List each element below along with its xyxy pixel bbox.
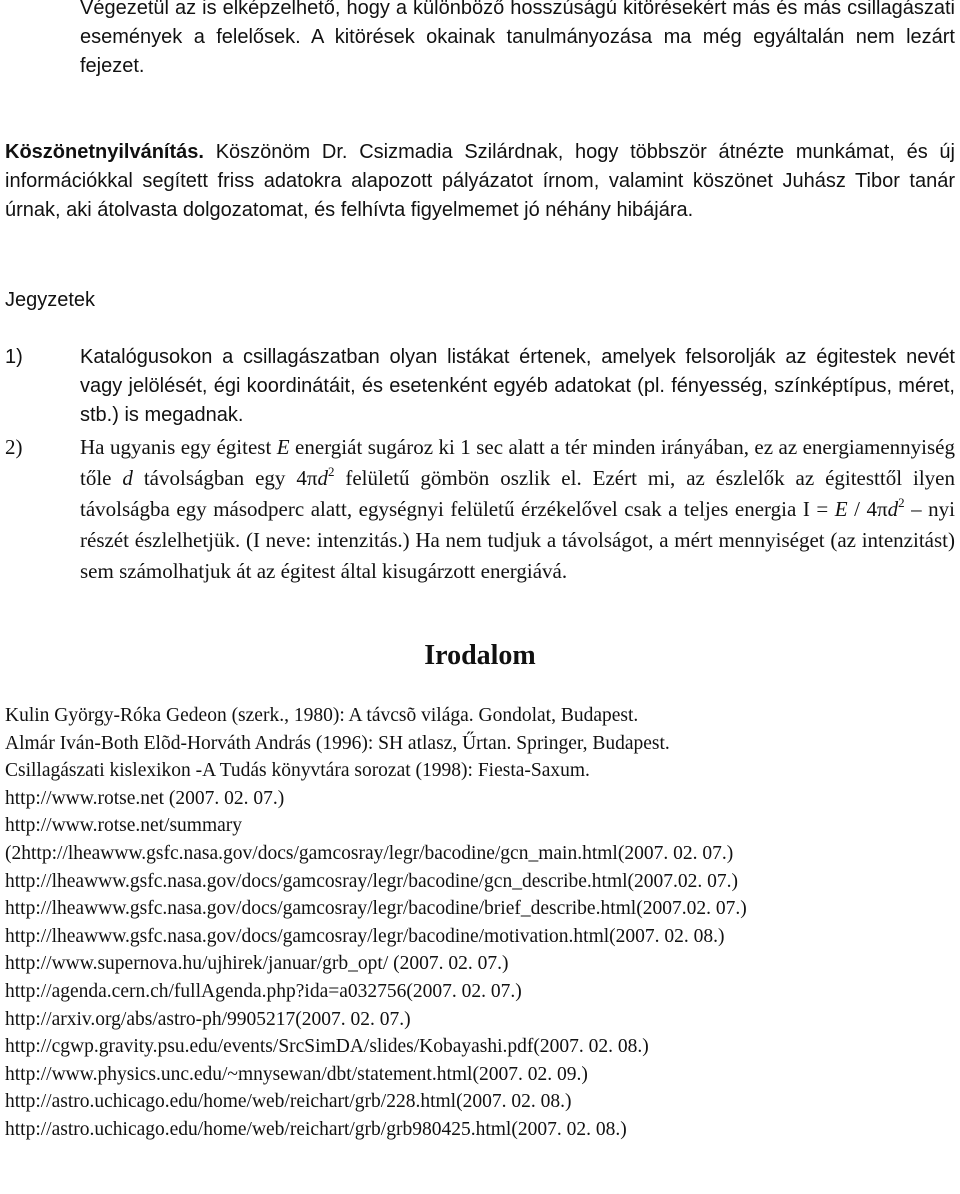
reference-link[interactable]: http://astro.uchicago.edu/home/web/reichart/grb/228.html(2007. 02. 08.): [5, 1091, 572, 1113]
reference-link[interactable]: http://www.rotse.net (2007. 02. 07.): [5, 787, 285, 809]
note-number: 2): [5, 435, 23, 459]
note-text-part: távolságban egy 4π: [132, 466, 318, 490]
note-item: [5, 432, 955, 587]
acknowledgement-label: Köszönetnyilvánítás.: [5, 141, 204, 163]
distance-symbol: d: [122, 466, 133, 490]
reference-link[interactable]: http://astro.uchicago.edu/home/web/reichart/grb/grb980425.html(2007. 02. 08.): [5, 1118, 627, 1140]
reference-link[interactable]: http://lheawww.gsfc.nasa.gov/docs/gamcosray/legr/bacodine/brief_describe.html(2007.02. 07.): [5, 898, 747, 920]
distance-symbol: d: [317, 466, 328, 490]
notes-heading: Jegyzetek: [5, 289, 96, 311]
note-text-part: / 4π: [847, 497, 888, 521]
reference-item: Csillagászati kislexikon -A Tudás könyvtára sorozat (1998): Fiesta-Saxum.: [5, 760, 590, 782]
notes-list: [5, 343, 955, 587]
acknowledgement-paragraph: [5, 138, 955, 225]
note-number: 1): [5, 346, 23, 368]
reference-link[interactable]: http://agenda.cern.ch/fullAgenda.php?ida=a032756(2007. 02. 07.): [5, 980, 522, 1002]
reference-link[interactable]: http://www.physics.unc.edu/~mnysewan/dbt/statement.html(2007. 02. 09.): [5, 1063, 588, 1085]
note-text-part: energiát sugároz ki 1 sec alatt a tér minden irányában, ez az energiamennyiség tőle: [80, 435, 955, 490]
note-text-part: felületű gömbön oszlik el. Ezért mi, az észlelők az égitesttől ilyen távolságba egy másodperc alatt, egységnyi felületű érzékelővel csak a teljes energia I =: [80, 466, 955, 521]
note-item: [5, 343, 955, 430]
energy-symbol: E: [276, 435, 290, 459]
reference-link[interactable]: http://arxiv.org/abs/astro-ph/9905217(2007. 02. 07.): [5, 1008, 411, 1030]
reference-link[interactable]: http://lheawww.gsfc.nasa.gov/docs/gamcosray/legr/bacodine/motivation.html(2007. 02. 08.): [5, 925, 725, 947]
note-text-part: – nyi részét észlelhetjük. (I neve: intenzitás.) Ha nem tudjuk a távolságot, a mért mennyiséget (az intenzitást) sem számolhatjuk át az égitest által kisugárzott energiává.: [80, 497, 956, 583]
reference-item: Kulin György-Róka Gedeon (szerk., 1980): A távcsõ világa. Gondolat, Budapest.: [5, 705, 639, 726]
note-text: [80, 432, 955, 587]
reference-link[interactable]: http://cgwp.gravity.psu.edu/events/SrcSimDA/slides/Kobayashi.pdf(2007. 02. 08.): [5, 1036, 649, 1058]
exponent: 2: [327, 464, 335, 479]
reference-link[interactable]: http://www.supernova.hu/ujhirek/januar/grb_opt/ (2007. 02. 07.): [5, 953, 509, 975]
references-heading: Irodalom: [424, 640, 536, 671]
energy-symbol: E: [834, 497, 848, 521]
reference-item: Almár Iván-Both Elõd-Horváth András (1996): SH atlasz, Űrtan. Springer, Budapest.: [5, 732, 670, 754]
exponent: 2: [898, 495, 905, 510]
reference-link[interactable]: http://www.rotse.net/summary: [5, 815, 243, 837]
reference-link[interactable]: http://lheawww.gsfc.nasa.gov/docs/gamcosray/legr/bacodine/gcn_describe.html(2007.02. 07.): [5, 870, 739, 892]
note-text: Katalógusokon a csillagászatban olyan listákat értenek, amelyek felsorolják az égitestek nevét vagy jelölését, égi koordinátáit, és esetenként egyéb adatokat (pl. fényesség, színképtípus, méret, stb.) is megadnak.: [80, 346, 955, 426]
note-text-part: Ha ugyanis egy égitest: [80, 435, 277, 459]
references-list: [5, 702, 955, 1144]
intro-paragraph: Végezetül az is elképzelhető, hogy a különböző hosszúságú kitörésekért más és más csillagászati események a felelősek. A kitörések okainak tanulmányozása ma még egyáltalán nem lezárt fejezet.: [80, 0, 955, 77]
distance-symbol: d: [887, 497, 899, 521]
acknowledgement-text: Köszönöm Dr. Csizmadia Szilárdnak, hogy többször átnézte munkámat, és új információkkal segített friss adatokra alapozott pályázatot írnom, valamint köszönet Juhász Tibor tanár úrnak, aki átolvasta dolgozatomat, és felhívta figyelmemet jó néhány hibájára.: [5, 141, 955, 221]
reference-link[interactable]: (2http://lheawww.gsfc.nasa.gov/docs/gamcosray/legr/bacodine/gcn_main.html(2007. 02. 07.): [5, 842, 734, 864]
